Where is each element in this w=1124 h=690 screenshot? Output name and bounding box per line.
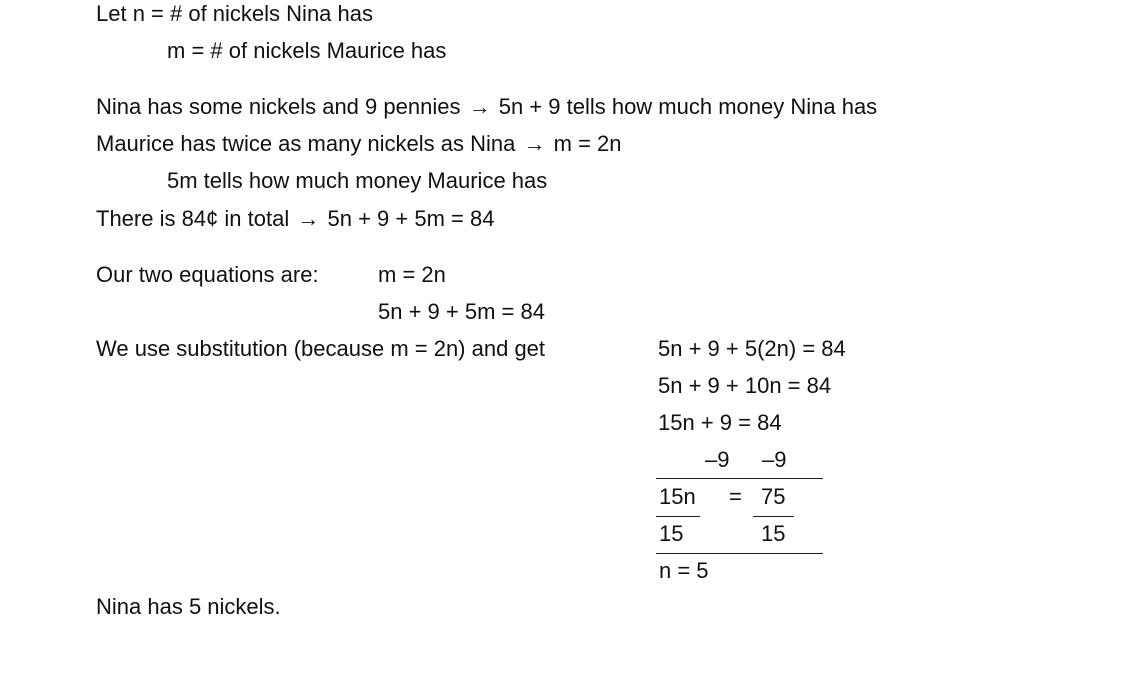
solution-result: n = 5	[659, 558, 709, 583]
equation-2: 5n + 9 + 5m = 84	[378, 299, 545, 324]
definition-n: Let n = # of nickels Nina has	[96, 1, 373, 26]
division-rule	[656, 553, 823, 554]
rhs-numerator: 75	[761, 484, 786, 509]
fact-maurice-text: Maurice has twice as many nickels as Nina	[96, 131, 516, 156]
rhs-denominator: 15	[761, 521, 786, 546]
fact-maurice-money: 5m tells how much money Maurice has	[167, 168, 548, 193]
substitution-label: We use substitution (because m = 2n) and get	[96, 336, 546, 361]
conclusion: Nina has 5 nickels.	[96, 594, 281, 619]
equation-1: m = 2n	[378, 262, 446, 287]
step-3: 15n + 9 = 84	[658, 410, 782, 435]
subtraction-rule	[656, 478, 823, 479]
arrow-icon: →	[297, 206, 320, 231]
equations-label: Our two equations are:	[96, 262, 319, 287]
subtract-right: –9	[762, 447, 787, 472]
subtract-left: –9	[705, 447, 730, 472]
lhs-fraction-bar	[656, 516, 700, 517]
fact-nina-result: 5n + 9 tells how much money Nina has	[498, 94, 878, 119]
arrow-icon: →	[468, 94, 491, 119]
fact-nina-text: Nina has some nickels and 9 pennies	[96, 94, 461, 119]
arrow-icon: →	[523, 131, 546, 156]
fact-maurice	[96, 130, 622, 158]
definition-m: m = # of nickels Maurice has	[167, 38, 447, 63]
step-2: 5n + 9 + 10n = 84	[658, 373, 832, 398]
rhs-fraction-bar	[753, 516, 794, 517]
fact-nina	[96, 93, 877, 121]
equals-sign: =	[729, 484, 742, 509]
fact-total-text: There is 84¢ in total	[96, 206, 290, 231]
fact-total-result: 5n + 9 + 5m = 84	[327, 206, 495, 231]
lhs-numerator: 15n	[659, 484, 696, 509]
step-1: 5n + 9 + 5(2n) = 84	[658, 336, 846, 361]
fact-total	[96, 205, 494, 233]
lhs-denominator: 15	[659, 521, 684, 546]
fact-maurice-result: m = 2n	[553, 131, 622, 156]
